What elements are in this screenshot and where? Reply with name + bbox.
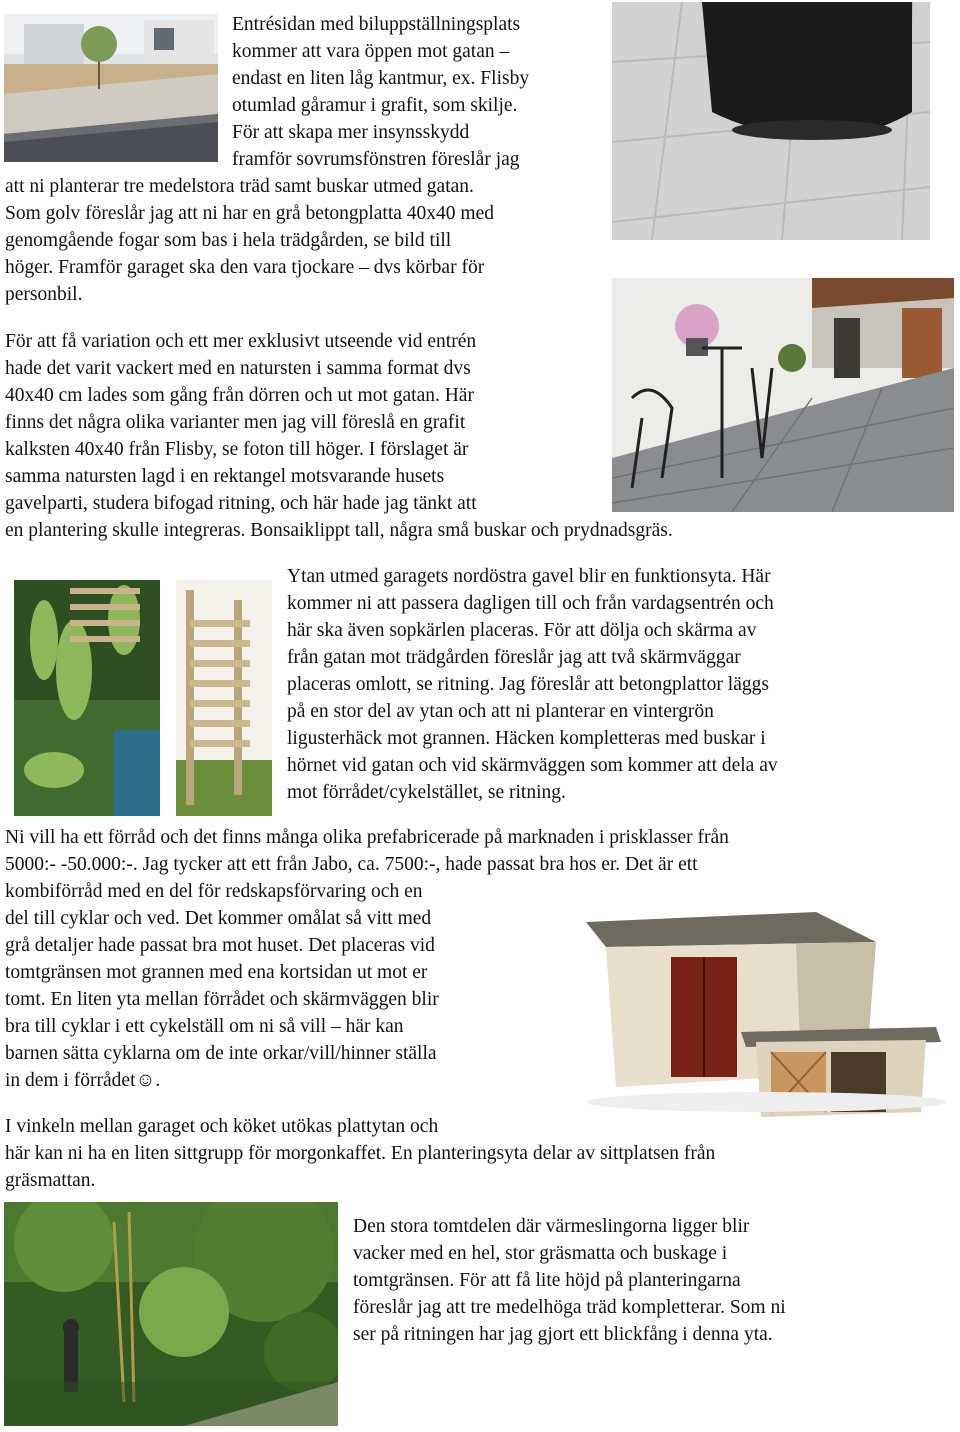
screen-walls-photo — [14, 580, 272, 816]
text-line: från gatan mot trädgården föreslår jag att två skärmväggar — [287, 647, 741, 668]
text-line: en plantering skulle integreras. Bonsaiklippt tall, några små buskar och prydnadsgräs. — [5, 520, 673, 541]
text-line: kommer att vara öppen mot gatan – — [232, 41, 510, 62]
text-line: hade det varit vackert med en natursten i samma format dvs — [5, 358, 471, 379]
text-line: personbil. — [5, 284, 83, 305]
text-line: Som golv föreslår jag att ni har en grå betongplatta 40x40 med — [5, 203, 494, 224]
text-line: föreslår jag att tre medelhöga träd kompletterar. Som ni — [353, 1297, 786, 1318]
paragraph-sitting-area — [5, 1113, 715, 1194]
text-line: tomt. En liten yta mellan förrådet och skärmväggen blir — [5, 989, 439, 1010]
text-line: endast en liten låg kantmur, ex. Flisby — [232, 68, 530, 89]
text-line: Entrésidan med biluppställningsplats — [232, 14, 521, 35]
text-line: bra till cyklar i ett cykelställ om ni så vill – här kan — [5, 1016, 404, 1037]
text-line: Den stora tomtdelen där värmeslingorna ligger blir — [353, 1216, 750, 1237]
paragraph-shed — [5, 824, 729, 878]
text-line: kommer ni att passera dagligen till och från vardagsentrén och — [287, 593, 774, 614]
text-line: finns det några olika varianter men jag vill föreslå en grafit — [5, 412, 466, 433]
text-line: gavelparti, studera bifogad ritning, och här hade jag tänkt att — [5, 493, 477, 514]
text-line: att ni planterar tre medelstora träd samt buskar utmed gatan. — [5, 176, 474, 197]
text-line: samma natursten lagd i en rektangel motsvarande husets — [5, 466, 445, 487]
text-line: del till cyklar och ved. Det kommer omålat så vitt med — [5, 908, 432, 929]
text-line: på en stor del av ytan och att ni planterar en vintergrön — [287, 701, 714, 722]
text-line: in dem i förrådet☺. — [5, 1070, 161, 1091]
text-line: kombiförråd med en del för redskapsförvaring och en — [5, 881, 423, 902]
text-line: höger. Framför garaget ska den vara tjockare – dvs körbar för — [5, 257, 485, 278]
text-line: vacker med en hel, stor gräsmatta och buskage i — [353, 1243, 728, 1264]
text-line: här kan ni ha en liten sittgrupp för morgonkaffet. En planteringsyta delar av sittplatsen från — [5, 1143, 716, 1164]
text-line: För att få variation och ett mer exklusivt utseende vid entrén — [5, 331, 477, 352]
text-line: mot förrådet/cykelstället, se ritning. — [287, 782, 566, 803]
text-line: ser på ritningen har jag gjort ett blickfång i denna yta. — [353, 1324, 773, 1345]
text-line: kalksten 40x40 från Flisby, se foton till höger. I förslaget är — [5, 439, 469, 460]
text-line: här ska även sopkärlen placeras. För att dölja och skärma av — [287, 620, 757, 641]
text-line: tomtgränsen. För att få lite höjd på planteringarna — [353, 1270, 741, 1291]
text-line: framför sovrumsfönstren föreslår jag — [232, 149, 520, 170]
text-line: ligusterhäck mot grannen. Häcken kompletteras med buskar i — [287, 728, 766, 749]
paragraph-entrance — [232, 11, 529, 173]
text-line: För att skapa mer insynsskydd — [232, 122, 470, 143]
paragraph-entrance-cont — [5, 173, 494, 308]
paragraph-lawn — [353, 1213, 786, 1348]
text-line: tomtgränsen mot grannen med ena kortsidan ut mot er — [5, 962, 428, 983]
text-line: placeras omlott, se ritning. Jag föreslår att betongplattor läggs — [287, 674, 769, 695]
text-line: otumlad gåramur i grafit, som skilje. — [232, 95, 518, 116]
text-line: I vinkeln mellan garaget och köket utökas plattytan och — [5, 1116, 439, 1137]
text-line: Ytan utmed garagets nordöstra gavel blir en funktionsyta. Här — [287, 566, 771, 587]
text-line: 40x40 cm lades som gång från dörren och ut mot gatan. Här — [5, 385, 474, 406]
text-line: gräsmattan. — [5, 1170, 96, 1191]
text-line: grå detaljer hade passat bra mot huset. Det placeras vid — [5, 935, 435, 956]
shed-photo — [576, 902, 956, 1124]
text-line: Ni vill ha ett förråd och det finns många olika prefabricerade på marknaden i prisklasser från — [5, 827, 729, 848]
garden-photo — [4, 1202, 338, 1426]
paragraph-shed-cont — [5, 878, 439, 1094]
text-line: 5000:- -50.000:-. Jag tycker att ett från Jabo, ca. 7500:-, hade passat bra hos er. Det är ett — [5, 854, 698, 875]
text-line: genomgående fogar som bas i hela trädgården, se bild till — [5, 230, 452, 251]
entrance-photo — [4, 14, 218, 162]
paragraph-stone-path — [5, 328, 673, 544]
text-line: barnen sätta cyklarna om de inte orkar/vill/hinner ställa — [5, 1043, 437, 1064]
concrete-tiles-photo — [612, 2, 930, 240]
paragraph-function-area — [287, 563, 778, 806]
text-line: hörnet vid gatan och vid skärmväggen som kommer att dela av — [287, 755, 778, 776]
